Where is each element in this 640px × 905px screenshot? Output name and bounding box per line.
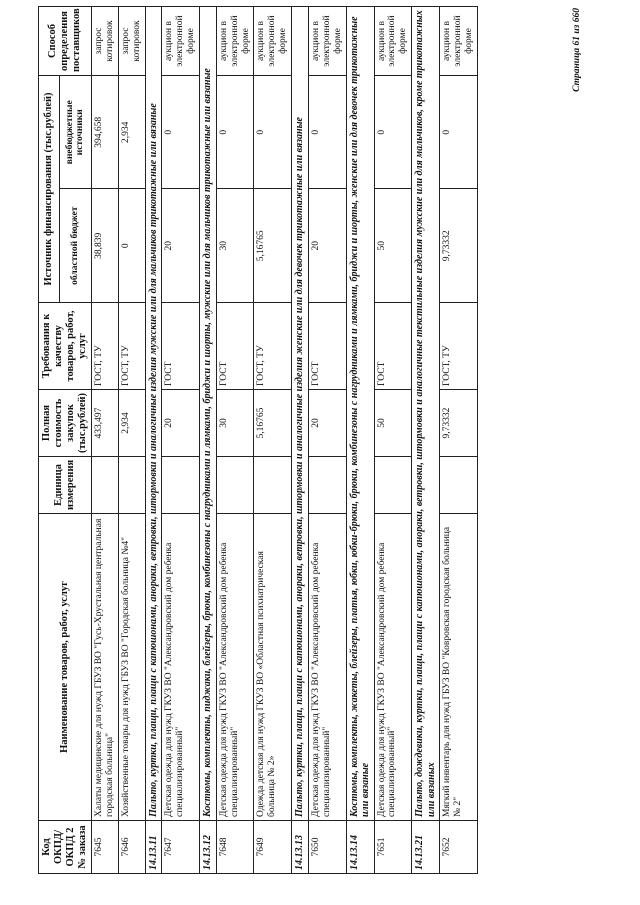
item-extra-sources: 2,934 <box>119 76 146 190</box>
item-method: запрос котировок <box>92 7 119 76</box>
order-number: 7647 <box>162 821 200 874</box>
item-requirements: ГОСТ <box>308 303 346 390</box>
item-name: Детская одежда для нужд ГКУЗ ВО "Александровский дом ребенка специализированный" <box>308 514 346 821</box>
item-unit <box>119 457 146 514</box>
item-method: аукцион в электронной форме <box>440 7 478 76</box>
header-code: Код ОКПД/ ОКПД 2 № заказа <box>39 821 92 874</box>
item-requirements: ГОСТ <box>374 303 412 390</box>
item-regional-budget: 20 <box>162 189 200 303</box>
item-regional-budget: 0 <box>119 189 146 303</box>
item-unit <box>308 457 346 514</box>
item-method: аукцион в электронной форме <box>216 7 254 76</box>
header-financing: Источник финансирования (тыс.рублей) <box>39 76 60 303</box>
item-name: Детская одежда для нужд ГКУЗ ВО "Александровский дом ребенка специализированный" <box>216 514 254 821</box>
item-regional-budget: 38,839 <box>92 189 119 303</box>
item-regional-budget: 50 <box>374 189 412 303</box>
item-unit <box>374 457 412 514</box>
item-method: аукцион в электронной форме <box>308 7 346 76</box>
procurement-table <box>38 6 478 874</box>
item-requirements: ГОСТ <box>162 303 200 390</box>
item-requirements: ГОСТ, ТУ <box>92 303 119 390</box>
item-cost: 433,497 <box>92 390 119 457</box>
header-regional-budget: областной бюджет <box>59 189 92 303</box>
order-number: 7650 <box>308 821 346 874</box>
item-unit <box>92 457 119 514</box>
item-extra-sources: 0 <box>254 76 292 190</box>
order-number: 7648 <box>216 821 254 874</box>
header-name: Наименование товаров, работ, услуг <box>39 514 92 821</box>
item-requirements: ГОСТ, ТУ <box>119 303 146 390</box>
item-regional-budget: 9,73332 <box>440 189 478 303</box>
item-regional-budget: 30 <box>216 189 254 303</box>
table-row <box>216 7 254 874</box>
order-number: 7651 <box>374 821 412 874</box>
section-title: Костюмы, комплекты, жакеты, блейзеры, платья, юбки, юбки-брюки, брюки, комбинезоны с нагрудниками и лямками, бриджи и шорты, женские или для девочек трикотажные или вязаные <box>346 7 374 821</box>
item-cost: 20 <box>308 390 346 457</box>
item-regional-budget: 20 <box>308 189 346 303</box>
table-row <box>92 7 119 874</box>
section-code: 14.13.11 <box>145 821 162 874</box>
header-extra-sources: внебюджетные источники <box>59 76 92 190</box>
section-row <box>145 7 162 874</box>
order-number: 7652 <box>440 821 478 874</box>
item-method: аукцион в электронной форме <box>254 7 292 76</box>
document-page <box>30 0 590 880</box>
section-title: Пальто, куртки, плащи, плащи с капюшонами, анораки, ветровки, штормовки и аналогичные изделия женские или для девочек трикотажные или вязаные <box>292 7 309 821</box>
item-name: Одежда детская для нужд ГКУЗ ВО «Областная психиатрическая больница № 2» <box>254 514 292 821</box>
section-title: Костюмы, комплекты, пиджаки, блейзеры, брюки, комбинезоны с нагрудниками и лямками, бриджи и шорты, мужские или для мальчиков трикотажные или вязаные <box>200 7 217 821</box>
item-requirements: ГОСТ <box>216 303 254 390</box>
item-unit <box>440 457 478 514</box>
item-name: Детская одежда для нужд ГКУЗ ВО "Александровский дом ребенка специализированный" <box>374 514 412 821</box>
table-row <box>440 7 478 874</box>
item-method: аукцион в электронной форме <box>162 7 200 76</box>
item-name: Халаты медицинские для нужд ГБУЗ ВО "Гусь-Хрустальная центральная городская больница" <box>92 514 119 821</box>
table-body <box>92 7 478 874</box>
item-requirements: ГОСТ, ТУ <box>440 303 478 390</box>
section-row <box>346 7 374 874</box>
item-extra-sources: 394,658 <box>92 76 119 190</box>
header-method: Способ определения поставщиков <box>39 7 92 76</box>
item-method: аукцион в электронной форме <box>374 7 412 76</box>
item-extra-sources: 0 <box>440 76 478 190</box>
item-requirements: ГОСТ, ТУ <box>254 303 292 390</box>
item-extra-sources: 0 <box>374 76 412 190</box>
section-code: 14.13.13 <box>292 821 309 874</box>
header-cost: Полная стоимость закупок (тыс.рублей) <box>39 390 92 457</box>
section-code: 14.13.21 <box>412 821 440 874</box>
section-code: 14.13.12 <box>200 821 217 874</box>
item-cost: 20 <box>162 390 200 457</box>
section-title: Пальто, дождевики, куртки, плащи, плащи с капюшонами, анораки, ветровки, штормовки и аналогичные текстильные изделия мужские или для мальчиков, кроме трикотажных или вязаных <box>412 7 440 821</box>
header-requirements: Требования к качеству товаров, работ, услуг <box>39 303 92 390</box>
item-cost: 2,934 <box>119 390 146 457</box>
table-row <box>162 7 200 874</box>
section-code: 14.13.14 <box>346 821 374 874</box>
item-name: Мягкий инвентарь для нужд ГБУЗ ВО "Ковровская городская больница № 2" <box>440 514 478 821</box>
item-name: Детская одежда для нужд ГКУЗ ВО "Александровский дом ребенка специализированный" <box>162 514 200 821</box>
table-row <box>119 7 146 874</box>
item-extra-sources: 0 <box>308 76 346 190</box>
item-cost: 30 <box>216 390 254 457</box>
section-row <box>200 7 217 874</box>
item-extra-sources: 0 <box>216 76 254 190</box>
section-row <box>292 7 309 874</box>
table-row <box>308 7 346 874</box>
page-number: Страница 61 из 660 <box>572 8 582 92</box>
section-title: Пальто, куртки, плащи, плащи с капюшонами, анораки, ветровки, штормовки и аналогичные изделия мужские или для мальчиков трикотажные или вязаные <box>145 7 162 821</box>
item-cost: 9,73332 <box>440 390 478 457</box>
item-cost: 5,16765 <box>254 390 292 457</box>
order-number: 7645 <box>92 821 119 874</box>
order-number: 7649 <box>254 821 292 874</box>
item-regional-budget: 5,16765 <box>254 189 292 303</box>
table-row <box>254 7 292 874</box>
section-row <box>412 7 440 874</box>
header-unit: Единица измерения <box>39 457 92 514</box>
item-unit <box>162 457 200 514</box>
item-unit <box>216 457 254 514</box>
item-extra-sources: 0 <box>162 76 200 190</box>
item-name: Хозяйственные товары для нужд ГБУЗ ВО "Городская больница №4" <box>119 514 146 821</box>
table-row <box>374 7 412 874</box>
item-unit <box>254 457 292 514</box>
order-number: 7646 <box>119 821 146 874</box>
item-method: запрос котировок <box>119 7 146 76</box>
item-cost: 50 <box>374 390 412 457</box>
